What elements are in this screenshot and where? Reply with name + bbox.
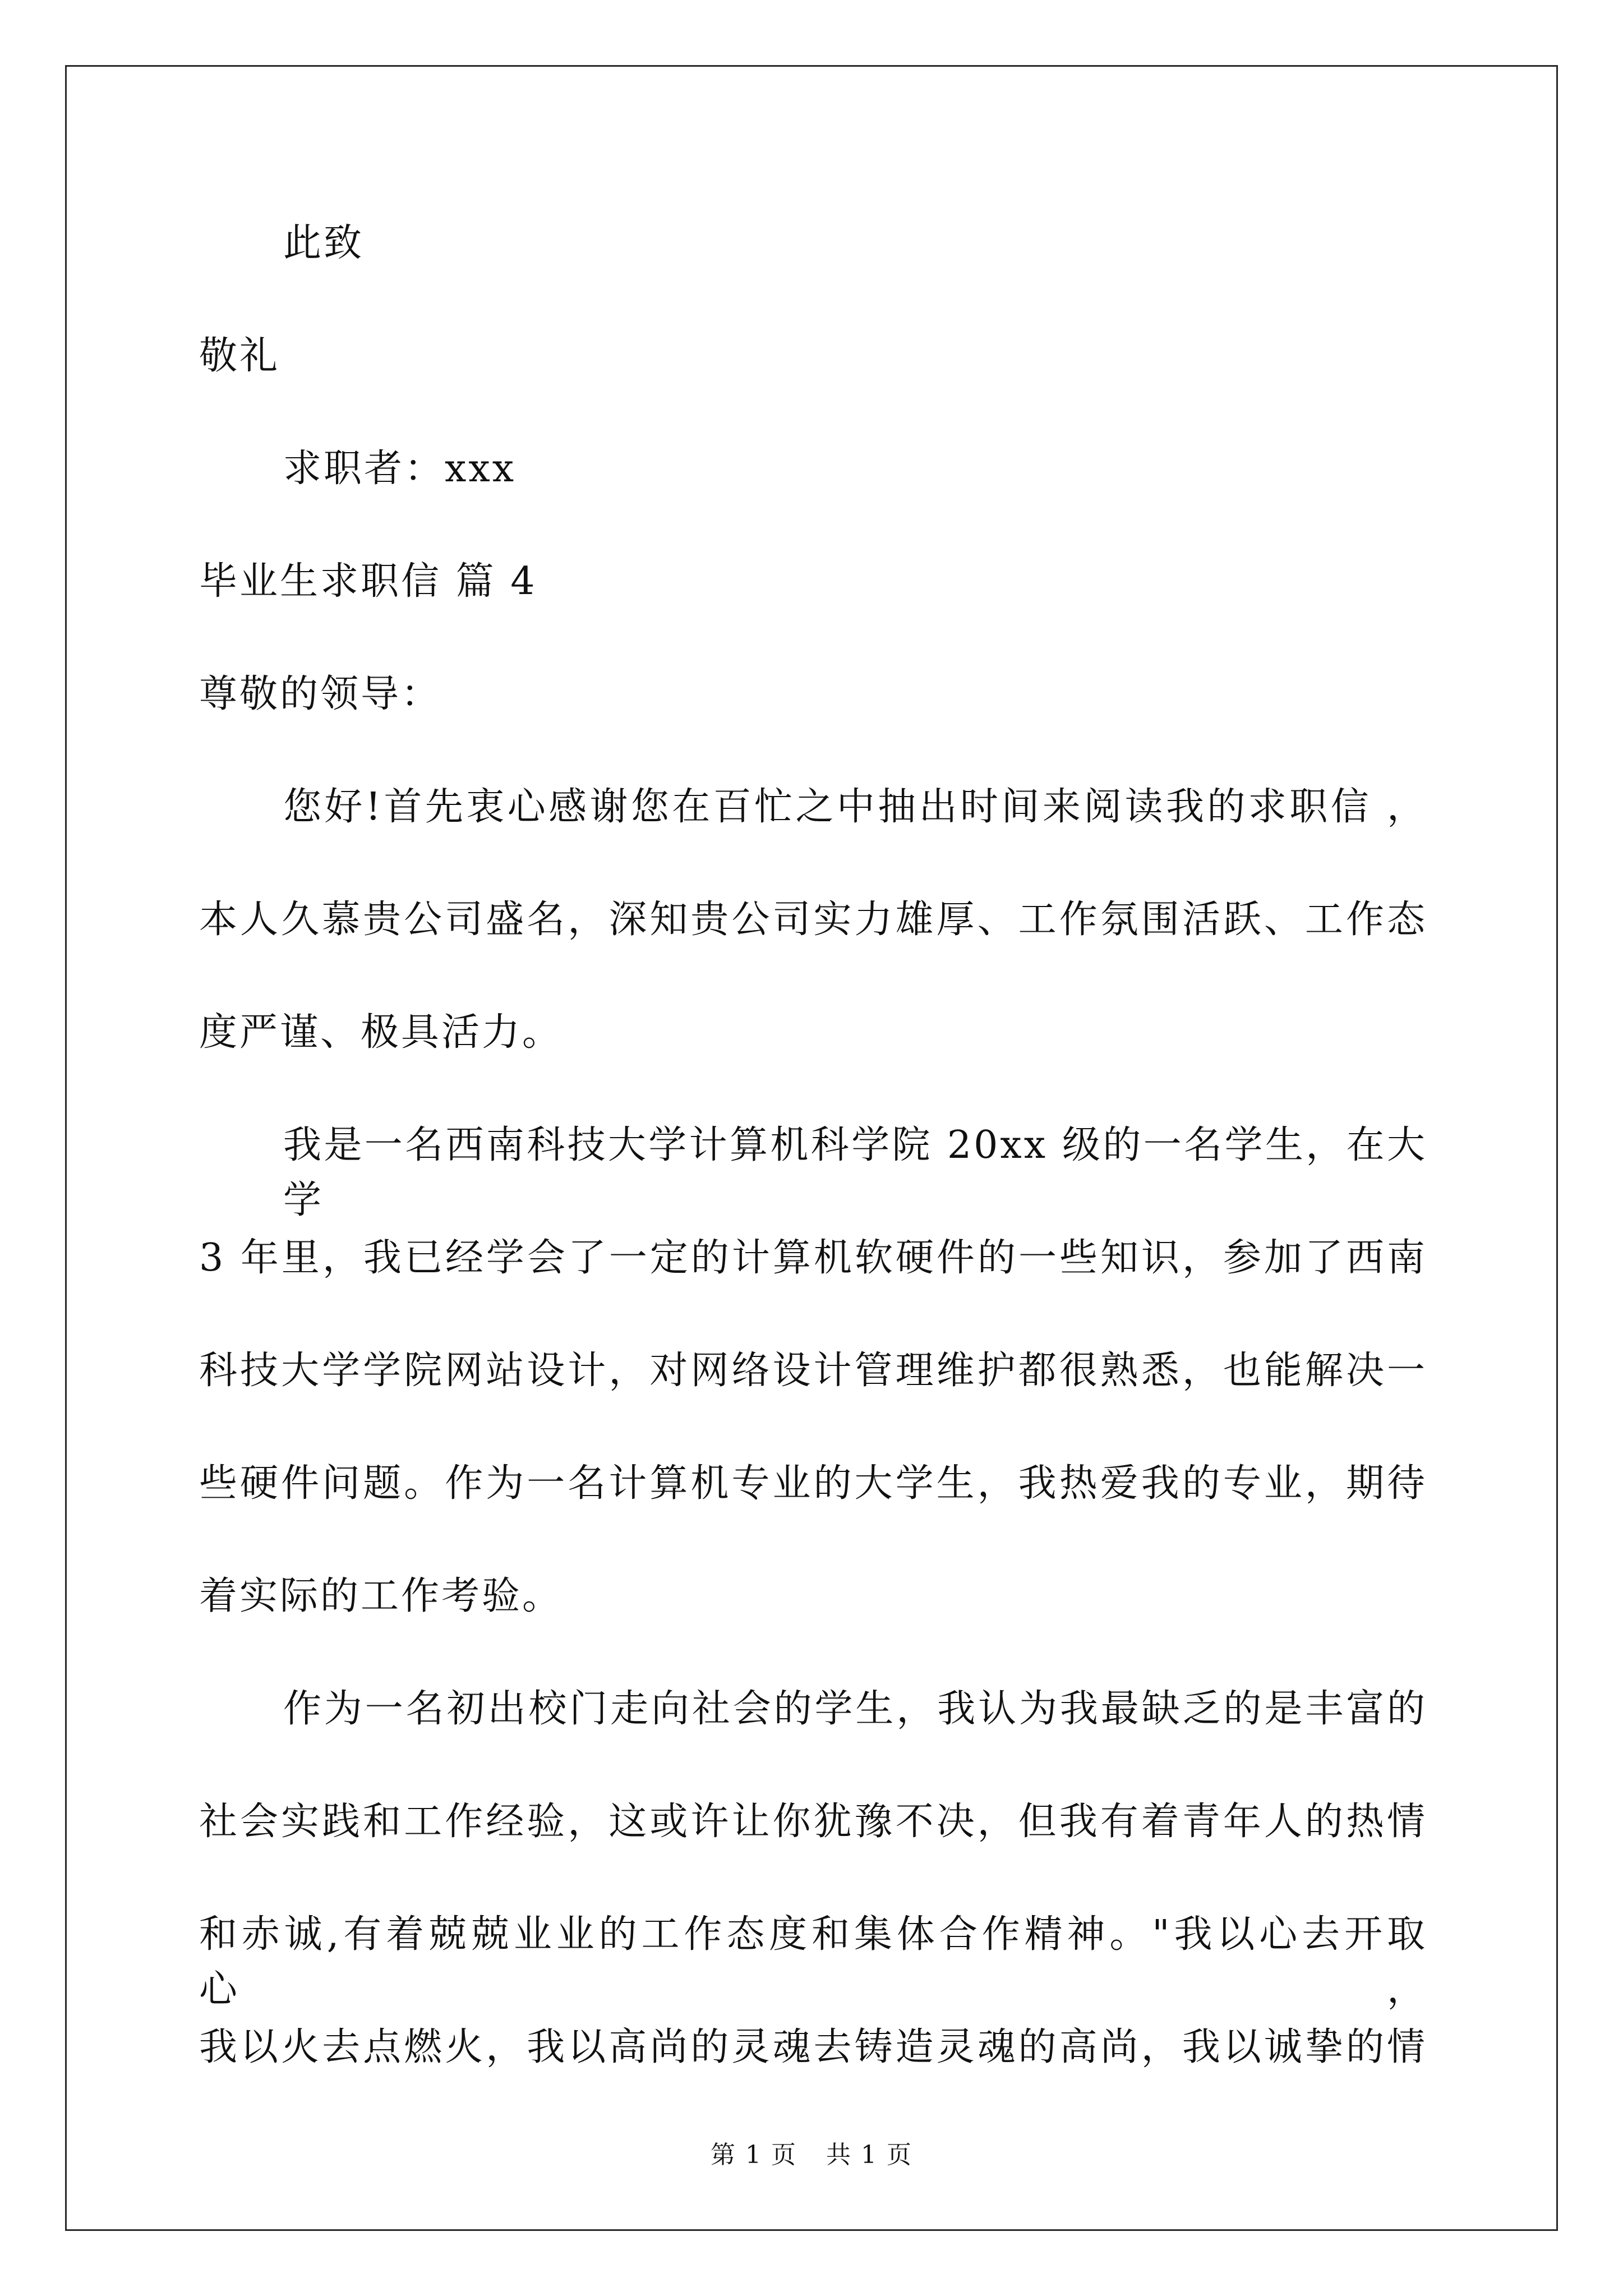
paragraph-line: 3 年里，我已经学会了一定的计算机软硬件的一些知识，参加了西南 [199, 1236, 1427, 1280]
paragraph-line: 科技大学学院网站设计，对网络设计管理维护都很熟悉，也能解决一 [199, 1349, 1427, 1393]
page-number: 第 1 页 [711, 2141, 797, 2169]
page-total: 共 1 页 [826, 2141, 912, 2169]
page-footer [0, 2134, 1623, 2170]
section-heading: 毕业生求职信 篇 4 [199, 559, 537, 604]
paragraph-line: 社会实践和工作经验，这或许让你犹豫不决，但我有着青年人的热情 [199, 1800, 1427, 1844]
text-line-signature: 求职者：xxx [283, 447, 517, 491]
paragraph-line: 您好!首先衷心感谢您在百忙之中抽出时间来阅读我的求职信 ， [283, 785, 1427, 829]
paragraph-line: 着实际的工作考验。 [199, 1574, 563, 1618]
paragraph-line: 和赤诚,有着兢兢业业的工作态度和集体合作精神。"我以心去开取心， [199, 1912, 1427, 2012]
document-body [199, 216, 1427, 2133]
paragraph-line: 本人久慕贵公司盛名，深知贵公司实力雄厚、工作氛围活跃、工作态 [199, 898, 1427, 942]
text-line-greeting: 尊敬的领导： [199, 672, 442, 716]
text-line-closing: 此致 [283, 221, 365, 265]
text-line-salute: 敬礼 [199, 334, 280, 378]
paragraph-line: 我以火去点燃火，我以高尚的灵魂去铸造灵魂的高尚，我以诚挚的情 [199, 2025, 1427, 2069]
paragraph-line: 我是一名西南科技大学计算机科学院 20xx 级的一名学生，在大学 [283, 1123, 1427, 1222]
paragraph-line: 作为一名初出校门走向社会的学生，我认为我最缺乏的是丰富的 [283, 1687, 1427, 1731]
paragraph-line: 些硬件问题。作为一名计算机专业的大学生，我热爱我的专业，期待 [199, 1461, 1427, 1506]
paragraph-line: 度严谨、极具活力。 [199, 1010, 563, 1055]
